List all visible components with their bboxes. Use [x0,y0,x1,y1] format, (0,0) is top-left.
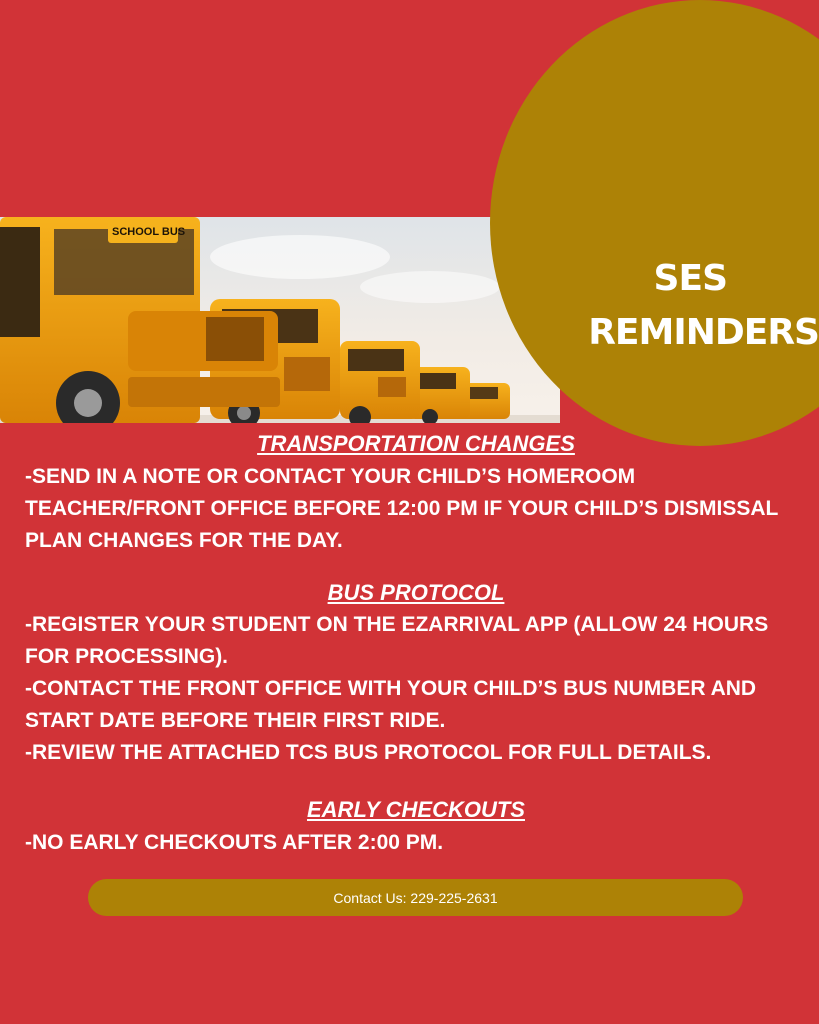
bus-3 [340,341,420,423]
contact-text: Contact Us: 229-225-2631 [333,889,498,906]
section-heading-bus-protocol: BUS PROTOCOL [327,580,505,605]
section-heading-transportation: TRANSPORTATION CHANGES [257,431,575,456]
school-bus-photo [0,217,560,423]
bus-sign-label: SCHOOL BUS [112,226,186,238]
list-item: -CONTACT THE FRONT OFFICE WITH YOUR CHILD’S BUS NUMBER AND START DATE BEFORE THEIR FIRST RIDE. [25,677,757,732]
section-body-transportation [25,461,805,557]
section-heading-early-checkouts: EARLY CHECKOUTS [307,797,525,822]
title-line-1: SES [653,258,727,299]
contact-bar [88,879,743,916]
section-body-early-checkouts [25,827,805,859]
page-title [489,258,819,354]
list-item: -SEND IN A NOTE OR CONTACT YOUR CHILD’S HOMEROOM TEACHER/FRONT OFFICE BEFORE 12:00 PM IF YOUR CHILD’S DISMISSAL PLAN CHANGES FOR THE DAY. [25,465,778,552]
list-item: -REGISTER YOUR STUDENT ON THE EZARRIVAL APP (ALLOW 24 HOURS FOR PROCESSING). [25,613,769,668]
list-item: -REVIEW THE ATTACHED TCS BUS PROTOCOL FOR FULL DETAILS. [25,741,712,764]
title-line-2: REMINDERS [588,312,819,353]
list-item: -NO EARLY CHECKOUTS AFTER 2:00 PM. [25,831,444,854]
section-body-bus-protocol [25,609,805,769]
